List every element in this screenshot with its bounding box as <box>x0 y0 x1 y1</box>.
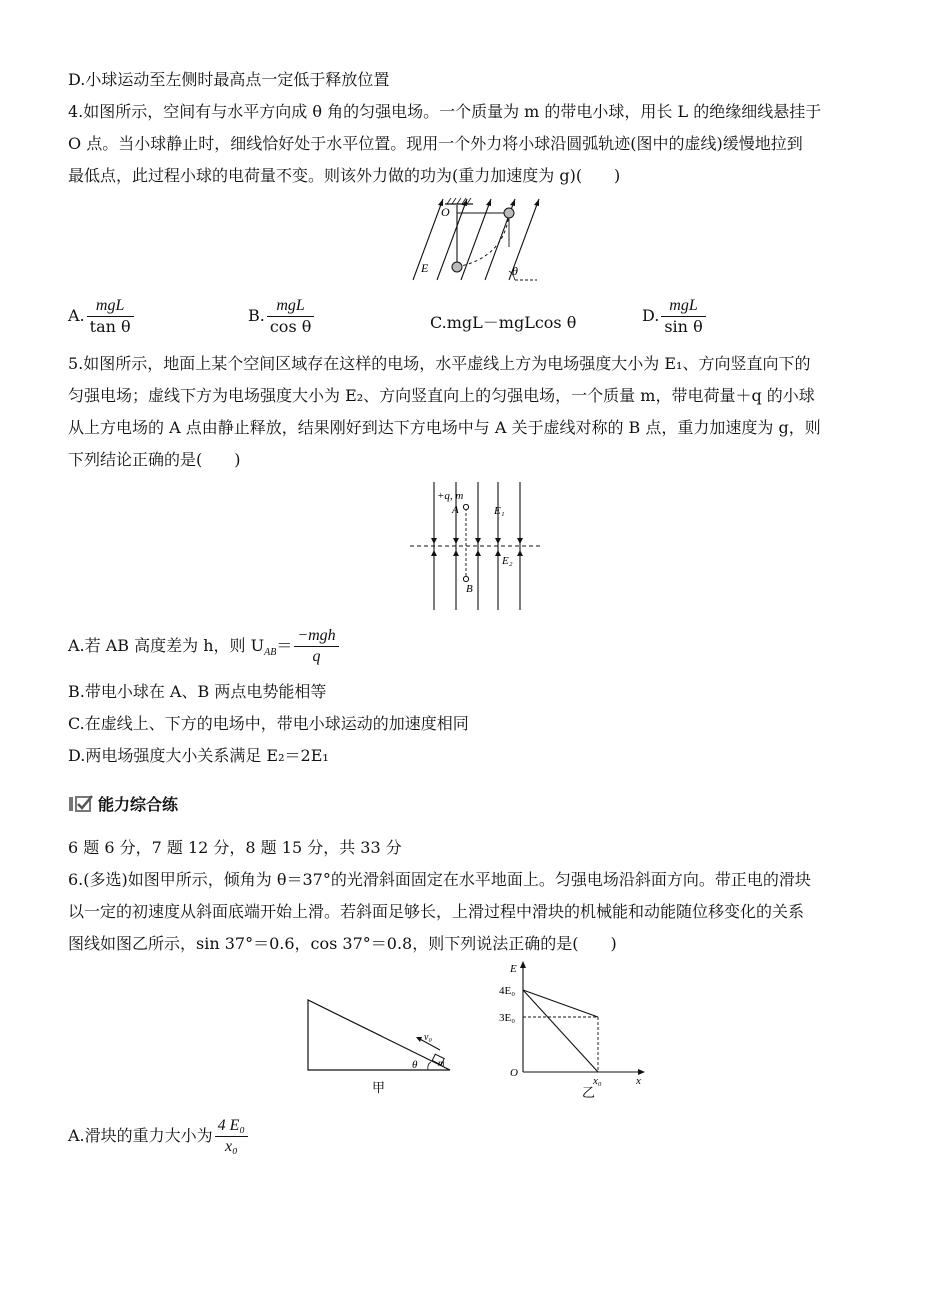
section-header <box>68 792 178 815</box>
q5-label-qm: +q, m <box>437 490 464 502</box>
q5-figure <box>408 480 543 612</box>
q4-label-theta: θ <box>512 264 518 278</box>
q5-label-a: A <box>452 504 459 516</box>
q4-label-e: E <box>421 261 429 275</box>
q5-label-b: B <box>466 583 473 595</box>
q5-option-d: D.两电场强度大小关系满足 E₂＝2E₁ <box>68 746 329 765</box>
q4-stem-line-1: 4.如图所示，空间有与水平方向成 θ 角的匀强电场。一个质量为 m 的带电小球，用长 L 的绝缘细线悬挂于 <box>68 102 822 121</box>
q6-figure-jia <box>300 992 460 1102</box>
q6-yi-label-4e0: 4E₀ <box>499 985 516 997</box>
q5-label-e1: E₁ <box>494 505 505 517</box>
q6-option-a: A.滑块的重力大小为 $\frac{\text{4 E₀}}{\text{x₀}}$ <box>68 1112 250 1160</box>
q6-jia-label-theta: θ <box>412 1059 418 1071</box>
q4-label-o: O <box>441 205 450 219</box>
q6-stem-line-1: 6.(多选)如图甲所示，倾角为 θ＝37°的光滑斜面固定在水平地面上。匀强电场沿斜面方向。带正电的滑块 <box>68 870 811 889</box>
checkbox-icon <box>68 795 94 813</box>
q3-option-d: D.小球运动至左侧时最高点一定低于释放位置 <box>68 70 390 89</box>
q5-option-b: B.带电小球在 A、B 两点电势能相等 <box>68 682 327 701</box>
q6-jia-label-m: m <box>438 1058 445 1068</box>
q5-option-c: C.在虚线上、下方的电场中，带电小球运动的加速度相同 <box>68 714 469 733</box>
q6-stem-line-2: 以一定的初速度从斜面底端开始上滑。若斜面足够长，上滑过程中滑块的机械能和动能随位移变化的关系 <box>68 902 805 921</box>
q5-option-a: A.若 AB 高度差为 h，则 $U_{AB}=$ $\frac{\text{−mgh}}{q}$ <box>68 624 341 675</box>
q6-yi-label-o: O <box>510 1067 518 1079</box>
q4-figure <box>405 195 550 287</box>
q4-option-b: B. $\frac{\text{mgL}}{\text{cos θ}}$ <box>248 296 316 337</box>
q5-stem-line-3: 从上方电场的 A 点由静止释放，结果刚好到达下方电场中与 A 关于虚线对称的 B 点，重力加速度为 g，则 <box>68 418 821 437</box>
q6-jia-caption: 甲 <box>372 1081 386 1096</box>
q5-label-e2: E₂ <box>502 555 513 567</box>
q4-option-a: A. $\frac{\text{mgL}}{\text{tan θ}}$ <box>68 296 136 337</box>
q6-yi-label-x: x <box>636 1075 641 1087</box>
q6-figure-yi <box>498 958 650 1100</box>
q4-stem-line-3: 最低点，此过程小球的电荷量不变。则该外力做的功为(重力加速度为 g)( ) <box>68 166 621 185</box>
q6-yi-label-x0: x₀ <box>593 1075 602 1087</box>
q5-stem-line-1: 5.如图所示，地面上某个空间区域存在这样的电场，水平虚线上方为电场强度大小为 E₁、方向竖直向下的 <box>68 354 811 373</box>
q6-yi-label-3e0: 3E₀ <box>499 1012 516 1024</box>
q6-jia-label-v0: v₀ <box>424 1032 432 1043</box>
q6-yi-label-e: E <box>510 963 517 975</box>
q4-stem-line-2: O 点。当小球静止时，细线恰好处于水平位置。现用一个外力将小球沿圆弧轨迹(图中的虚线)缓慢地拉到 <box>68 134 803 153</box>
section-scores: 6 题 6 分，7 题 12 分，8 题 15 分，共 33 分 <box>68 838 402 857</box>
q6-yi-caption: 乙 <box>582 1086 596 1100</box>
q4-option-c: C.mgL－mgLcos θ <box>430 313 577 332</box>
q5-stem-line-4: 下列结论正确的是( ) <box>68 450 241 469</box>
section-title: 能力综合练 <box>98 795 179 814</box>
q4-option-d: D. $\frac{\text{mgL}}{\text{sin θ}}$ <box>642 296 708 337</box>
q5-stem-line-2: 匀强电场；虚线下方为电场强度大小为 E₂、方向竖直向上的匀强电场，一个质量 m，带电荷量＋q 的小球 <box>68 386 815 405</box>
q6-stem-line-3: 图线如图乙所示，sin 37°＝0.6，cos 37°＝0.8，则下列说法正确的是( ) <box>68 934 617 953</box>
